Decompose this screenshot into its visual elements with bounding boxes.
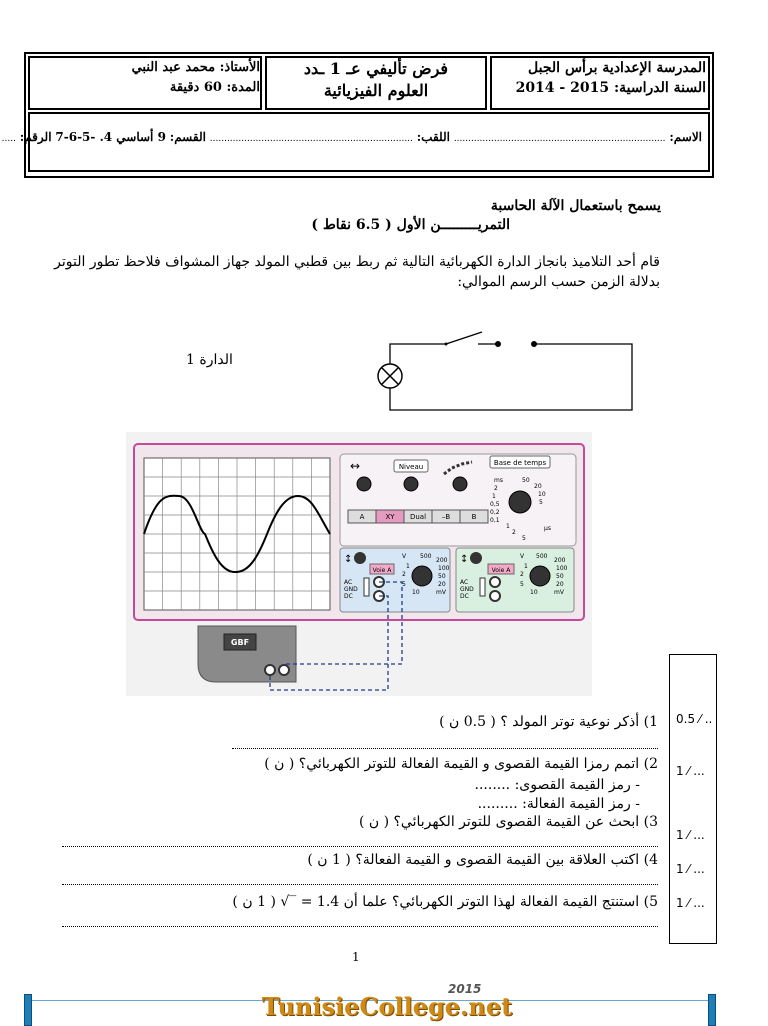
class-label: القسم: [169, 130, 206, 144]
svg-text:5: 5 [522, 535, 526, 542]
svg-text:1: 1 [506, 523, 510, 530]
channel-a-position-knob [354, 552, 366, 564]
lamp-icon [378, 364, 402, 388]
svg-text:200: 200 [554, 557, 566, 564]
sub-item [478, 796, 640, 812]
circuit-wire [390, 344, 632, 410]
question-5 [232, 894, 658, 910]
channel-b-ground-jack [490, 591, 500, 601]
score-q1: 0.5 ⁄ .. [676, 712, 713, 726]
vertical-shift-icon: ↕ [344, 554, 353, 565]
svg-text:0,5: 0,5 [490, 501, 500, 508]
svg-text:2: 2 [494, 485, 498, 492]
mode-b: B [471, 513, 477, 521]
footer-bar-right [708, 994, 716, 1026]
svg-text:100: 100 [556, 565, 568, 572]
question-number: 4) [643, 852, 658, 868]
svg-text:10: 10 [538, 491, 546, 498]
svg-text:1: 1 [406, 563, 410, 570]
svg-text:20: 20 [556, 581, 564, 588]
score-q4: 1 ⁄ ... [676, 862, 705, 876]
answer-line[interactable] [62, 884, 658, 885]
svg-text:50: 50 [522, 477, 530, 484]
svg-text:DC: DC [344, 593, 353, 600]
question-text: استنتج القيمة الفعالة لهذا التوتر الكهربائي؟ علما أن 1.4 = ‾√ ( 1 ن ) [232, 894, 640, 910]
switch-lever [446, 332, 482, 344]
subject-title: العلوم الفيزيائية [323, 81, 429, 100]
svg-text:0,1: 0,1 [490, 517, 500, 524]
voie-a-label: Voie A [372, 567, 392, 574]
mode-xy: XY [385, 513, 395, 521]
question-4 [307, 852, 658, 868]
channel-b-gain-knob [530, 566, 550, 586]
timebase-knob [509, 491, 531, 513]
svg-text:1: 1 [492, 493, 496, 500]
svg-text:mV: mV [554, 589, 564, 596]
class-value: 9 أساسي 4. -5-6-7 [55, 130, 166, 144]
intensity-knob [453, 477, 467, 491]
svg-text:DC: DC [460, 593, 469, 600]
gbf-terminal [279, 665, 289, 675]
svg-text:1: 1 [524, 563, 528, 570]
surname-label: اللقب: [416, 130, 450, 144]
timebase-label: Base de temps [493, 459, 547, 467]
svg-text:mV: mV [436, 589, 446, 596]
oscilloscope [126, 432, 592, 696]
question-1 [439, 714, 658, 730]
answer-line[interactable] [232, 748, 658, 749]
site-logo [252, 982, 522, 1024]
score-q5: 1 ⁄ ... [676, 896, 705, 910]
sub-item [475, 777, 640, 793]
svg-text:50: 50 [438, 573, 446, 580]
svg-text:2: 2 [520, 571, 524, 578]
svg-text:20: 20 [438, 581, 446, 588]
gbf-terminal [265, 665, 275, 675]
svg-text:GND: GND [344, 586, 358, 593]
duration-label: المدة: [226, 80, 260, 95]
svg-text:10: 10 [530, 589, 538, 596]
svg-text:V: V [520, 553, 525, 560]
mode-a: A [359, 513, 365, 521]
svg-text:500: 500 [536, 553, 548, 560]
svg-text:AC: AC [460, 579, 469, 586]
svg-text:50: 50 [556, 573, 564, 580]
horizontal-shift-icon: ↔ [350, 459, 361, 473]
school-name: المدرسة الإعدادية برأس الجبل [528, 60, 706, 76]
question-3 [359, 814, 658, 830]
page-number: 1 [352, 950, 360, 964]
school-year: 2014 - 2015 [515, 80, 610, 96]
ms-unit: ms [494, 477, 503, 484]
channel-b-position-knob [470, 552, 482, 564]
svg-text:GND: GND [460, 586, 474, 593]
question-2 [264, 756, 658, 772]
answer-line[interactable] [62, 926, 658, 927]
svg-text:500: 500 [420, 553, 432, 560]
generator-terminal [495, 341, 501, 347]
mode-minus-b: –B [441, 513, 451, 521]
vertical-shift-icon: ↕ [460, 554, 469, 565]
question-number: 5) [643, 894, 658, 910]
voie-b-label: Voie A [491, 567, 511, 574]
exam-title: فرض تأليفي عـ 1 ـدد [303, 59, 449, 78]
school-year-line [516, 80, 706, 96]
number-label: الرقم: [19, 130, 52, 144]
bullet: - [635, 777, 640, 793]
logo-text: TunisieCollege.net [261, 992, 513, 1021]
surname-field[interactable]: ....................................................................... [209, 134, 413, 144]
svg-text:20: 20 [534, 483, 542, 490]
mode-dual: Dual [409, 513, 427, 521]
duration-line [120, 80, 260, 95]
statement-line-2: بدلالة الزمن حسب الرسم الموالي: [457, 274, 660, 290]
question-text: اكتب العلاقة بين القيمة القصوى و القيمة الفعالة؟ ( 1 ن ) [307, 852, 640, 868]
question-number: 1) [643, 714, 658, 730]
gbf-label: GBF [230, 638, 250, 647]
coupling-switch [480, 578, 485, 596]
channel-a-gain-knob [412, 566, 432, 586]
horizontal-position-knob [357, 477, 371, 491]
channel-b-input-jack [490, 577, 500, 587]
circuit-label: الدارة 1 [186, 352, 233, 368]
name-field[interactable]: .......................................................................... [453, 134, 666, 144]
teacher-label: الأستاذ: [219, 60, 260, 75]
svg-text:5: 5 [520, 581, 524, 588]
svg-text:100: 100 [438, 565, 450, 572]
svg-text:5: 5 [402, 581, 406, 588]
sub-item-text: رمز القيمة القصوى: ........ [474, 777, 631, 793]
mode-buttons [348, 510, 488, 523]
svg-text:0,2: 0,2 [490, 509, 500, 516]
circuit-diagram [370, 330, 640, 414]
duration-value: 60 دقيقة [169, 80, 222, 95]
coupling-switch [364, 578, 369, 596]
svg-text:5: 5 [539, 499, 543, 506]
logo-year: 2015 [448, 982, 482, 996]
svg-text:10: 10 [412, 589, 420, 596]
answer-line[interactable] [62, 846, 658, 847]
question-number: 3) [643, 814, 658, 830]
question-text: ابحث عن القيمة القصوى للتوتر الكهربائي؟ ( ن ) [358, 814, 640, 830]
bullet: - [635, 796, 640, 812]
question-text: أذكر نوعية توتر المولد ؟ ( 0.5 ن ) [439, 714, 640, 730]
switch-pivot [445, 343, 448, 346]
svg-text:2: 2 [402, 571, 406, 578]
sub-item-text: رمز القيمة الفعالة: ......... [477, 796, 631, 812]
svg-text:AC: AC [344, 579, 353, 586]
score-q3: 1 ⁄ ... [676, 828, 705, 842]
number-field[interactable]: ..... [1, 134, 16, 144]
us-unit: µs [544, 525, 551, 532]
teacher-line [120, 60, 260, 75]
question-text: اتمم رمزا القيمة القصوى و القيمة الفعالة للتوتر الكهربائي؟ ( ن ) [264, 756, 640, 772]
statement-line-1: قام أحد التلاميذ بانجاز الدارة الكهربائية التالية ثم ربط بين قطبي المولد جهاز المشواف فلاحظ تطور التوتر [54, 254, 660, 270]
name-label: الاسم: [669, 130, 702, 144]
question-number: 2) [643, 756, 658, 772]
footer-bar-left [24, 994, 32, 1026]
svg-text:200: 200 [436, 557, 448, 564]
school-year-label: السنة الدراسية: [613, 80, 706, 96]
teacher-name: محمد عبد النبي [131, 60, 216, 75]
student-info-line [1, 130, 702, 144]
score-q2: 1 ⁄ ... [676, 764, 705, 778]
exercise-title: التمريـــــــــن الأول ( 6.5 نقاط ) [311, 217, 510, 233]
niveau-knob[interactable] [404, 477, 418, 491]
svg-text:V: V [402, 553, 407, 560]
svg-text:2: 2 [512, 529, 516, 536]
calculator-note: يسمح باستعمال الآلة الحاسبة [490, 198, 661, 214]
niveau-label: Niveau [398, 463, 424, 471]
